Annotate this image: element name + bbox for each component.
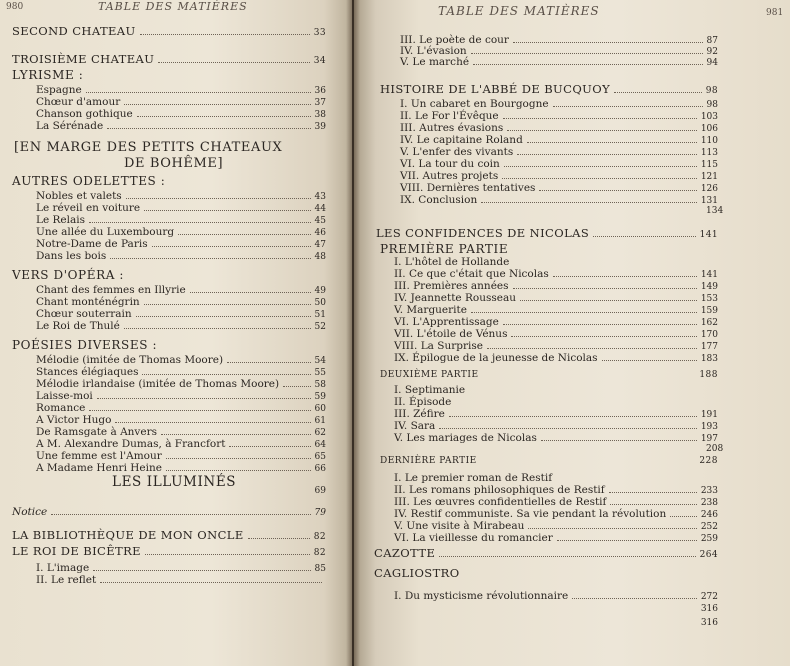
toc-part-heading: DERNIÈRE PARTIE 228: [380, 456, 718, 466]
toc-entry: IV. Sara 193: [394, 420, 718, 432]
toc-entry: 316: [700, 618, 718, 628]
toc-entry: VI. La vieillesse du romancier 259: [394, 532, 718, 544]
toc-entry: Chant des femmes en Illyrie 49: [36, 284, 326, 296]
toc-entry: V. Le marché 94: [400, 56, 718, 68]
toc-section-heading: VERS D'OPÉRA :: [12, 268, 125, 282]
toc-entry: IV. Jeannette Rousseau 153: [394, 292, 718, 304]
right-running-head: TABLE DES MATIÈRES: [438, 4, 600, 18]
toc-entry: Chant monténégrin 50: [36, 296, 326, 308]
toc-entry: II. Ce que c'était que Nicolas 141: [394, 268, 718, 280]
toc-entry: V. Les mariages de Nicolas 197: [394, 432, 718, 444]
toc-entry: De Ramsgate à Anvers 62: [36, 426, 326, 438]
toc-entry: IX. Épilogue de la jeunesse de Nicolas 183: [394, 352, 718, 364]
toc-entry: 316: [700, 604, 718, 614]
toc-entry: I. L'hôtel de Hollande: [394, 256, 510, 268]
toc-entry: I. L'image 85: [36, 562, 326, 574]
toc-entry: 69: [314, 486, 326, 496]
toc-entry: V. Marguerite 159: [394, 304, 718, 316]
toc-entry: 208: [706, 444, 724, 454]
right-page-number: 981: [766, 8, 784, 18]
toc-entry: Chanson gothique 38: [36, 108, 326, 120]
toc-entry: Nobles et valets 43: [36, 190, 326, 202]
toc-entry: II. Épisode: [394, 396, 452, 408]
toc-entry: II. Le For l'Évêque 103: [400, 110, 718, 122]
toc-entry: Notice 79: [12, 506, 326, 518]
toc-entry: Chœur d'amour 37: [36, 96, 326, 108]
toc-entry: Chœur souterrain 51: [36, 308, 326, 320]
toc-entry: V. L'enfer des vivants 113: [400, 146, 718, 158]
toc-entry: VI. La tour du coin 115: [400, 158, 718, 170]
toc-entry: I. Septimanie: [394, 384, 466, 396]
right-page: [354, 0, 790, 666]
toc-entry: La Sérénade 39: [36, 120, 326, 132]
left-running-head: TABLE DES MATIÈRES: [98, 0, 248, 13]
toc-entry: VII. L'étoile de Vénus 170: [394, 328, 718, 340]
toc-entry: III. Autres évasions 106: [400, 122, 718, 134]
toc-entry: IV. Le capitaine Roland 110: [400, 134, 718, 146]
toc-entry: I. Du mysticisme révolutionnaire 272: [394, 590, 718, 602]
toc-entry: III. Le poète de cour 87: [400, 34, 718, 46]
toc-entry: Mélodie (imitée de Thomas Moore) 54: [36, 354, 326, 366]
toc-entry: CAGLIOSTRO: [374, 566, 460, 580]
toc-entry: III. Zéfire 191: [394, 408, 718, 420]
toc-entry: A M. Alexandre Dumas, à Francfort 64: [36, 438, 326, 450]
toc-entry: VIII. Dernières tentatives 126: [400, 182, 718, 194]
toc-entry: Stances élégiaques 55: [36, 366, 326, 378]
toc-part-heading: PREMIÈRE PARTIE: [380, 242, 509, 256]
toc-entry: VI. L'Apprentissage 162: [394, 316, 718, 328]
toc-entry: IX. Conclusion 131: [400, 194, 718, 206]
toc-entry: Notre-Dame de Paris 47: [36, 238, 326, 250]
toc-bracket-heading-line2: DE BOHÊME]: [124, 156, 224, 171]
toc-entry: Mélodie irlandaise (imitée de Thomas Moore) 58: [36, 378, 326, 390]
toc-entry: Laisse-moi 59: [36, 390, 326, 402]
toc-entry: SECOND CHATEAU 33: [12, 24, 326, 38]
toc-section-heading: AUTRES ODELETTES :: [12, 174, 166, 188]
toc-entry: A Madame Henri Heine 66: [36, 462, 326, 474]
toc-entry: LES CONFIDENCES DE NICOLAS 141: [376, 226, 718, 240]
toc-bracket-heading-line1: [EN MARGE DES PETITS CHATEAUX: [14, 140, 283, 155]
toc-entry: Espagne 36: [36, 84, 326, 96]
toc-entry: A Victor Hugo 61: [36, 414, 326, 426]
toc-entry: LE ROI DE BICÊTRE 82: [12, 544, 326, 558]
left-page: [0, 0, 352, 666]
toc-part-heading: DEUXIÈME PARTIE 188: [380, 370, 718, 380]
toc-entry: CAZOTTE 264: [374, 546, 718, 560]
toc-entry: I. Un cabaret en Bourgogne 98: [400, 98, 718, 110]
toc-entry: II. Les romans philosophiques de Restif 233: [394, 484, 718, 496]
toc-section-heading: POÉSIES DIVERSES :: [12, 338, 158, 352]
toc-entry: IV. L'évasion 92: [400, 45, 718, 57]
toc-entry: V. Une visite à Mirabeau 252: [394, 520, 718, 532]
toc-entry: II. Le reflet: [36, 574, 326, 586]
toc-entry: Le Roi de Thulé 52: [36, 320, 326, 332]
toc-entry: Une femme est l'Amour 65: [36, 450, 326, 462]
toc-entry: Romance 60: [36, 402, 326, 414]
book-gutter: [346, 0, 360, 666]
toc-entry: 134: [706, 206, 724, 216]
toc-entry: Le Relais 45: [36, 214, 326, 226]
toc-entry: HISTOIRE DE L'ABBÉ DE BUCQUOY 98: [380, 82, 718, 96]
toc-entry: VIII. La Surprise 177: [394, 340, 718, 352]
toc-entry: Une allée du Luxembourg 46: [36, 226, 326, 238]
toc-entry: VII. Autres projets 121: [400, 170, 718, 182]
toc-section-heading: LYRISME :: [12, 68, 84, 82]
toc-entry: LA BIBLIOTHÈQUE DE MON ONCLE 82: [12, 528, 326, 542]
toc-entry: III. Les œuvres confidentielles de Restif 238: [394, 496, 718, 508]
toc-part-title: LES ILLUMINÉS: [112, 474, 237, 490]
toc-entry: III. Premières années 149: [394, 280, 718, 292]
toc-entry: TROISIÈME CHATEAU 34: [12, 52, 326, 66]
toc-entry: I. Le premier roman de Restif: [394, 472, 553, 484]
toc-entry: Dans les bois 48: [36, 250, 326, 262]
toc-entry: IV. Restif communiste. Sa vie pendant la révolution 246: [394, 508, 718, 520]
toc-entry: Le réveil en voiture 44: [36, 202, 326, 214]
left-page-number: 980: [6, 2, 24, 12]
